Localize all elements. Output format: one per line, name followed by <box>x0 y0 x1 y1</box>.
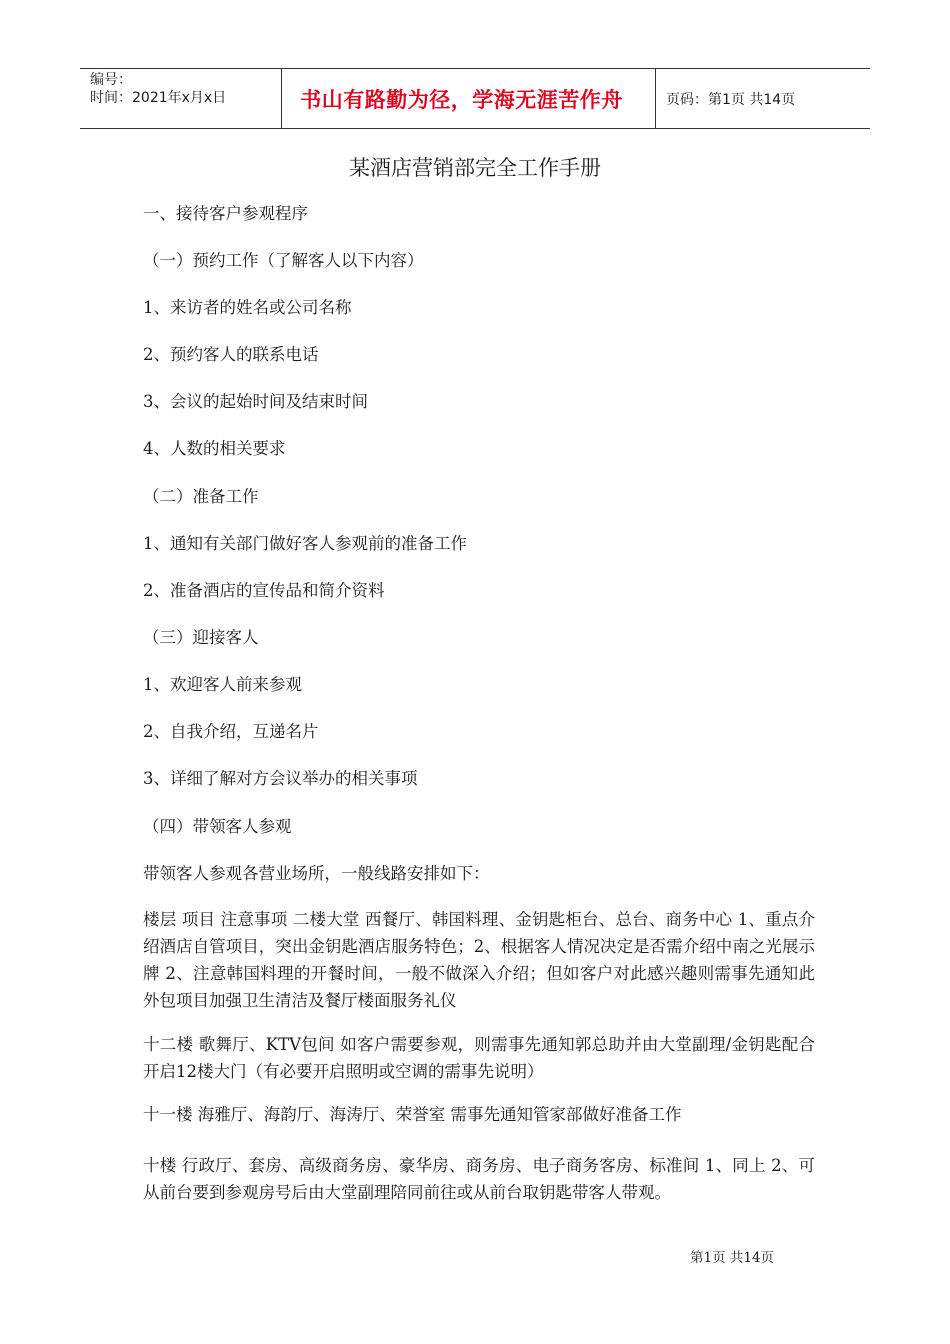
list-item: 4、人数的相关要求 <box>143 439 286 458</box>
time-label: 时间：2021年x月x日 <box>90 90 227 106</box>
list-item: 1、来访者的姓名或公司名称 <box>143 298 352 317</box>
list-item: 3、会议的起始时间及结束时间 <box>143 392 368 411</box>
list-item: 2、预约客人的联系电话 <box>143 345 319 364</box>
list-item: 1、通知有关部门做好客人参观前的准备工作 <box>143 534 467 553</box>
header-page-cell <box>656 69 870 128</box>
subsection-heading: （一）预约工作（了解客人以下内容） <box>143 251 424 270</box>
floor-paragraph: 楼层 项目 注意事项 二楼大堂 西餐厅、韩国料理、金钥匙柜台、总台、商务中心 1、重点介绍酒店自管项目，突出金钥匙酒店服务特色；2、根据客人情况决定是否需介绍中南之光展示牌 2、注意韩国料理的开餐时间，一般不做深入介绍；但如客户对此感兴趣则需事先通知此外包项目加强卫生清洁及餐厅楼面服务礼仪 <box>143 910 815 1010</box>
list-item: 2、准备酒店的宣传品和简介资料 <box>143 581 385 600</box>
subsection-heading: （二）准备工作 <box>143 487 259 506</box>
number-label: 编号： <box>90 72 132 88</box>
list-item: 3、详细了解对方会议举办的相关事项 <box>143 769 418 788</box>
floor-paragraph: 十二楼 歌舞厅、KTV包间 如客户需要参观，则需事先通知郭总助并由大堂副理/金钥匙配合开启12楼大门（有必要开启照明或空调的需事先说明） <box>143 1035 815 1081</box>
list-item: 2、自我介绍，互递名片 <box>143 722 319 741</box>
motto-text: 书山有路勤为径，学海无涯苦作舟 <box>300 87 623 112</box>
page-footer: 第1页 共14页 <box>690 1250 775 1266</box>
intro-line: 带领客人参观各营业场所，一般线路安排如下： <box>143 864 490 883</box>
subsection-heading: （三）迎接客人 <box>143 628 259 647</box>
section-heading: 一、接待客户参观程序 <box>143 204 308 223</box>
floor-paragraph: 十楼 行政厅、套房、高级商务房、豪华房、商务房、电子商务客房、标准间 1、同上 2、可从前台要到参观房号后由大堂副理陪同前往或从前台取钥匙带客人带观。 <box>143 1156 815 1202</box>
page-number-label: 页码：第1页 共14页 <box>666 91 796 108</box>
header-motto-cell <box>282 69 656 128</box>
list-item: 1、欢迎客人前来参观 <box>143 675 302 694</box>
subsection-heading: （四）带领客人参观 <box>143 817 292 836</box>
page-header <box>80 68 870 129</box>
header-info-cell <box>80 69 282 128</box>
floor-paragraph: 十一楼 海雅厅、海韵厅、海涛厅、荣誉室 需事先通知管家部做好准备工作 <box>143 1105 682 1124</box>
document-title: 某酒店营销部完全工作手册 <box>349 156 601 180</box>
